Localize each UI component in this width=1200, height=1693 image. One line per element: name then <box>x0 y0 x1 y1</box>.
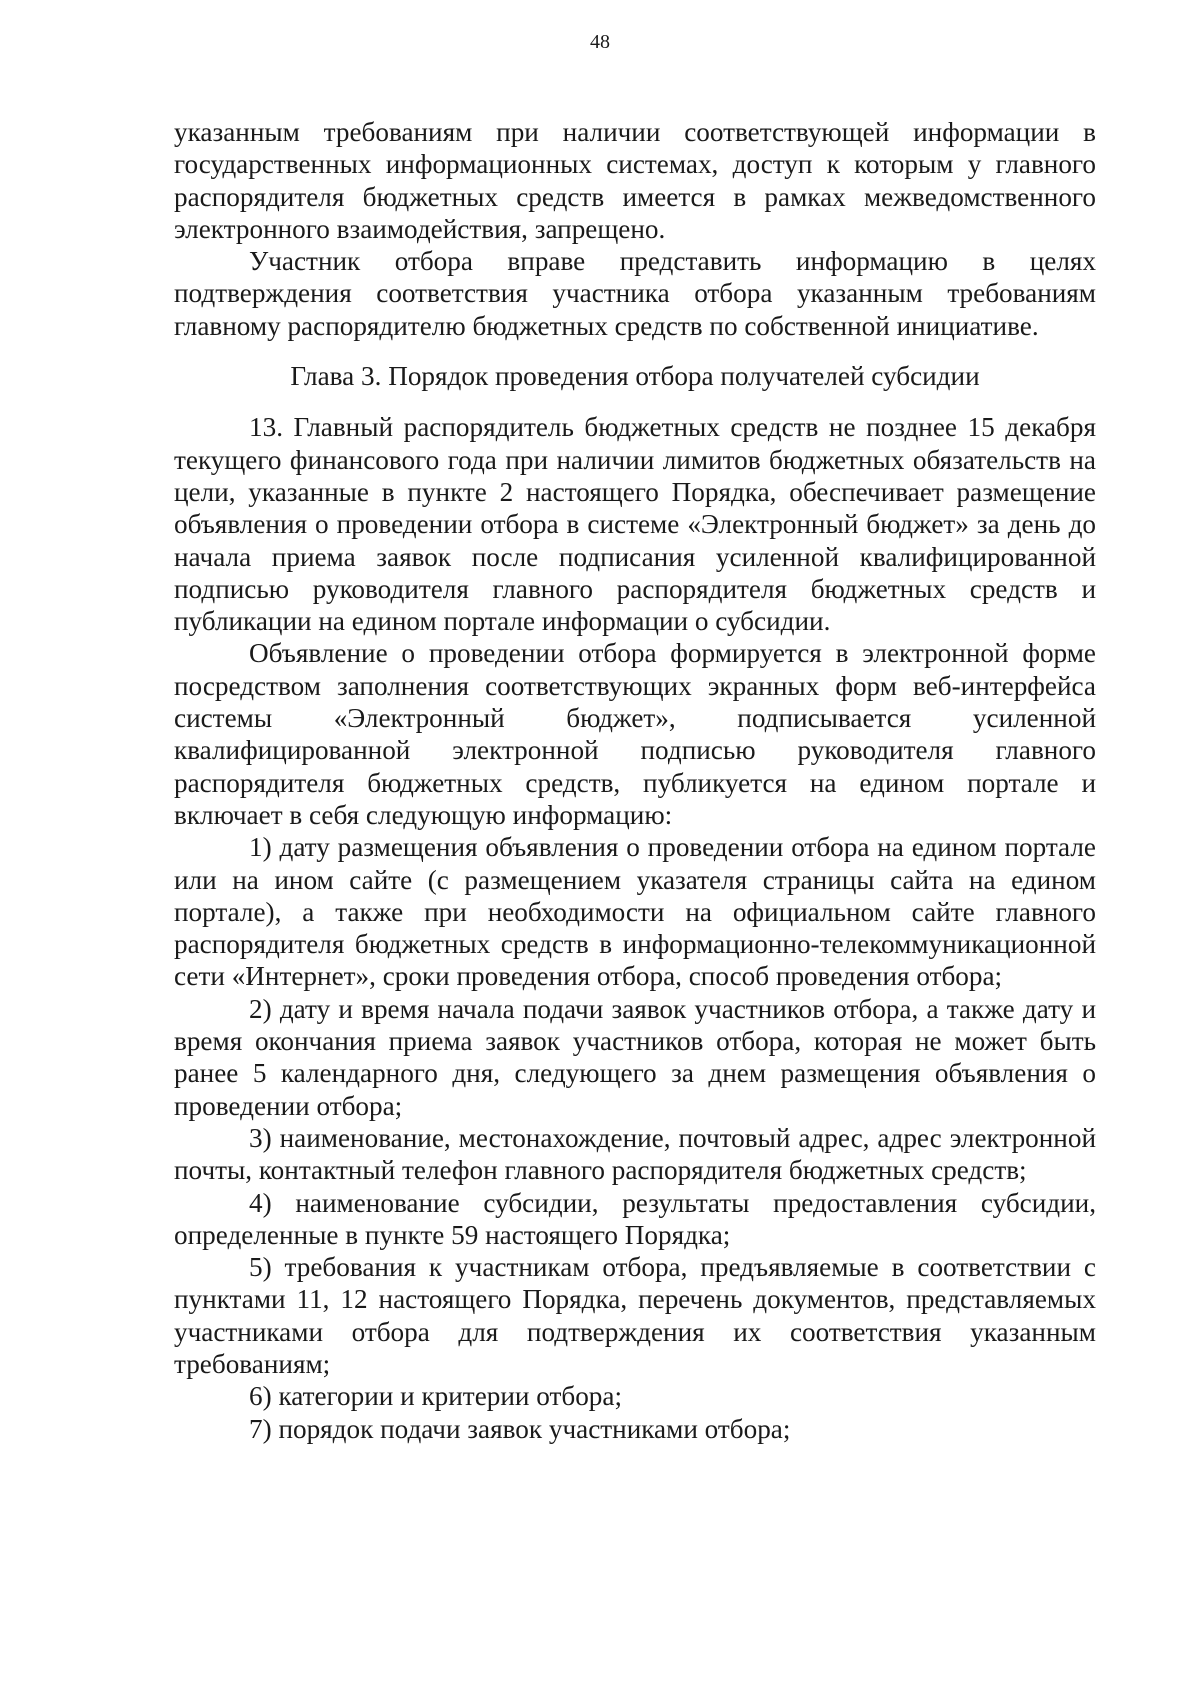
list-item-7: 7) порядок подачи заявок участниками отбора; <box>249 1413 791 1444</box>
list-item-1: 1) дату размещения объявления о проведении отбора на едином портале или на ином сайте (с размещением указателя страницы сайта на едином портале), а также при необходимости на официальном сайте главного распорядителя бюджетных средств в информационно-телекоммуникационной сети «Интернет», сроки проведения отбора, способ проведения отбора; <box>174 832 1096 992</box>
list-item-2: 2) дату и время начала подачи заявок участников отбора, а также дату и время окончания приема заявок участников отбора, которая не может быть ранее 5 календарного дня, следующего за днем размещения объявления о проведении отбора; <box>174 993 1096 1121</box>
list-item-6: 6) категории и критерии отбора; <box>249 1381 623 1412</box>
paragraph-item-13: 13. Главный распорядитель бюджетных средств не позднее 15 декабря текущего финансового года при наличии лимитов бюджетных обязательств на цели, указанные в пункте 2 настоящего Порядка, обеспечивает размещение объявления о проведении отбора в системе «Электронный бюджет» за день до начала приема заявок после подписания усиленной квалифицированной подписью руководителя главного распорядителя бюджетных средств и публикации на едином портале информации о субсидии. <box>174 412 1096 637</box>
paragraph-continuation: указанным требованиям при наличии соответствующей информации в государственных информационных системах, доступ к которым у главного распорядителя бюджетных средств имеется в рамках межведомственного электронного взаимодействия, запрещено. <box>174 117 1096 244</box>
list-item-4: 4) наименование субсидии, результаты предоставления субсидии, определенные в пункте 59 настоящего Порядка; <box>174 1187 1096 1250</box>
paragraph-participant-right: Участник отбора вправе представить информацию в целях подтверждения соответствия участника отбора указанным требованиям главному распорядителю бюджетных средств по собственной инициативе. <box>174 246 1096 341</box>
document-body <box>174 116 1096 1445</box>
chapter-heading: Глава 3. Порядок проведения отбора получателей субсидии <box>290 361 980 392</box>
page-number: 48 <box>590 31 610 53</box>
list-item-5: 5) требования к участникам отбора, предъявляемые в соответствии с пунктами 11, 12 настоящего Порядка, перечень документов, представляемых участниками отбора для подтверждения их соответствия указанным требованиям; <box>174 1252 1096 1379</box>
paragraph-announcement: Объявление о проведении отбора формируется в электронной форме посредством заполнения соответствующих экранных форм веб-интерфейса системы «Электронный бюджет», подписывается усиленной квалифицированной электронной подписью руководителя главного распорядителя бюджетных средств, публикуется на едином портале и включает в себя следующую информацию: <box>174 638 1096 830</box>
list-item-3: 3) наименование, местонахождение, почтовый адрес, адрес электронной почты, контактный телефон главного распорядителя бюджетных средств; <box>174 1122 1096 1186</box>
